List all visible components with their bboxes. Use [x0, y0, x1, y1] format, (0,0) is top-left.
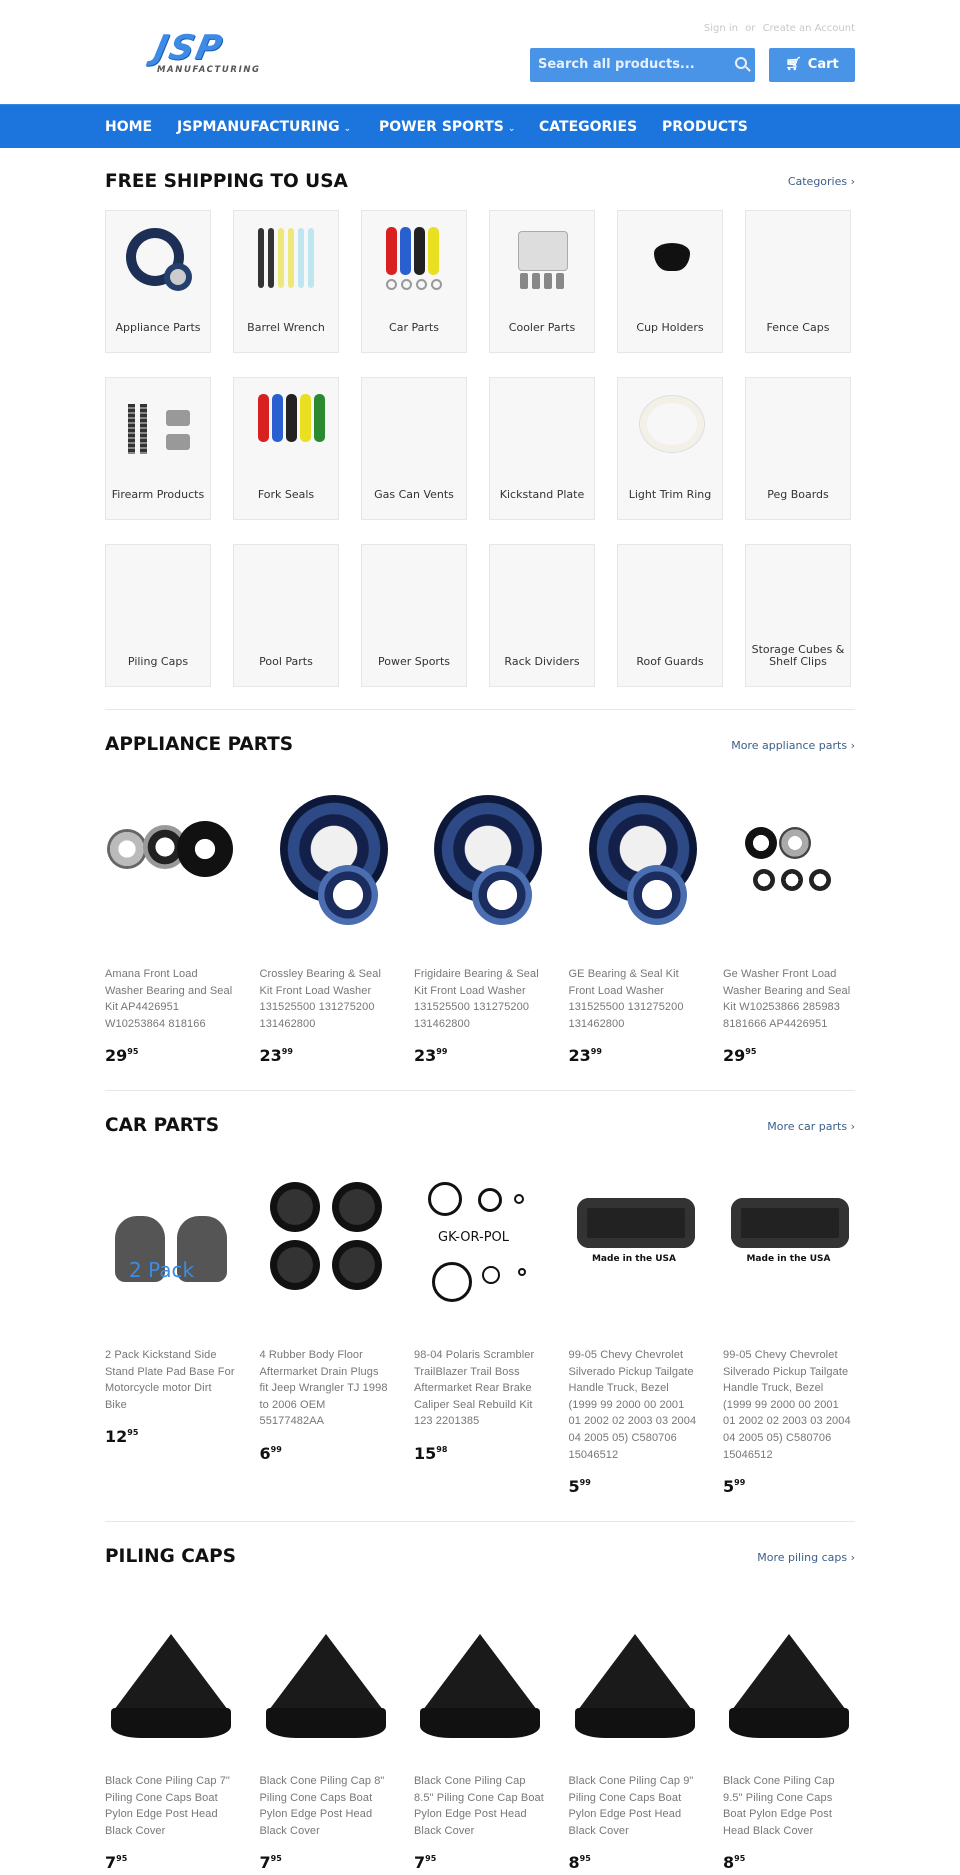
more-appliance-parts-link[interactable]: More appliance parts › — [731, 739, 855, 752]
nav-item-label: POWER SPORTS — [379, 119, 504, 135]
product-price — [723, 1853, 854, 1872]
main-nav — [0, 104, 960, 148]
product-image-bezel[interactable] — [723, 1158, 854, 1325]
product-title[interactable]: Ge Washer Front Load Washer Bearing and Seal Kit W10253866 285983 8181666 AP4426951 — [723, 968, 851, 1030]
seal-shape — [627, 865, 687, 925]
product-card[interactable] — [105, 1158, 236, 1446]
category-image-plate — [508, 223, 578, 293]
product-title[interactable]: Black Cone Piling Cap 8" Piling Cone Caps Boat Pylon Edge Post Head Black Cover — [259, 1775, 385, 1837]
more-car-parts-link[interactable]: More car parts › — [767, 1120, 855, 1133]
seal-shape — [332, 1182, 382, 1232]
image-caption: Made in the USA — [591, 1254, 677, 1264]
product-card[interactable] — [723, 1584, 854, 1872]
price-cents: 95 — [734, 1854, 746, 1864]
section-divider — [105, 709, 855, 710]
nav-item-label: HOME — [105, 119, 153, 135]
boot-shape — [286, 394, 297, 442]
product-image-cone-cap[interactable] — [260, 1584, 391, 1751]
price-cents: 98 — [436, 1444, 448, 1454]
product-card[interactable] — [260, 1158, 391, 1463]
product-card[interactable] — [569, 777, 700, 1065]
product-image-cone-cap[interactable] — [105, 1584, 236, 1751]
chevron-down-icon: ⌄ — [507, 124, 516, 134]
boot-shape — [272, 394, 283, 442]
cone-shape — [729, 1634, 849, 1714]
search-placeholder: Search all products... — [538, 57, 695, 72]
account-links — [700, 23, 855, 34]
wrench-shape — [288, 228, 294, 288]
seal-shape — [478, 1188, 502, 1212]
product-title[interactable]: 99-05 Chevy Chevrolet Silverado Pickup Tailgate Handle Truck, Bezel (1999 99 2000 00 2001 01 2002 02 2003 03 2004 04 2005 05) C580706 15046512 — [723, 1349, 851, 1461]
price-cents: 95 — [579, 1854, 591, 1864]
category-tile[interactable] — [105, 377, 211, 520]
price-cents: 95 — [127, 1047, 139, 1057]
nav-item-label: PRODUCTS — [662, 119, 748, 135]
section-divider — [105, 1521, 855, 1522]
nav-item-label: CATEGORIES — [539, 119, 638, 135]
product-image-cone-cap[interactable] — [723, 1584, 854, 1751]
nav-item-home[interactable] — [105, 105, 152, 149]
categories-link[interactable]: Categories › — [787, 175, 855, 188]
price-cents: 99 — [270, 1444, 282, 1454]
seal-shape — [779, 827, 811, 859]
category-tile[interactable] — [361, 544, 467, 687]
category-tile[interactable] — [617, 210, 723, 353]
product-price — [569, 1477, 700, 1496]
seal-shape — [107, 829, 147, 869]
image-caption: GK-OR-POL — [438, 1230, 510, 1245]
cone-base-shape — [420, 1708, 540, 1738]
seal-shape — [270, 1240, 320, 1290]
bezel-shape — [731, 1198, 849, 1248]
product-title[interactable]: Black Cone Piling Cap 9" Piling Cone Caps Boat Pylon Edge Post Head Black Cover — [568, 1775, 694, 1837]
plate-shape — [166, 410, 190, 426]
product-price — [260, 1853, 391, 1872]
spring-shape — [140, 404, 147, 454]
nav-item-products[interactable] — [662, 105, 748, 149]
wrench-shape — [258, 228, 264, 288]
product-price — [260, 1444, 391, 1463]
seal-shape — [270, 1182, 320, 1232]
product-title[interactable]: Frigidaire Bearing & Seal Kit Front Load Washer 131525500 131275200 131462800 — [414, 968, 539, 1030]
more-piling-caps-link[interactable]: More piling caps › — [757, 1551, 855, 1564]
seal-shape — [514, 1194, 524, 1204]
logo-mark: JSP — [150, 28, 228, 68]
product-card[interactable] — [723, 777, 854, 1065]
price-main: 23 — [568, 1046, 591, 1066]
seal-shape — [753, 869, 775, 891]
price-cents: 99 — [436, 1047, 448, 1057]
create-account-link[interactable]: Create an Account — [762, 23, 855, 34]
cone-base-shape — [729, 1708, 849, 1738]
car-parts-heading: CAR PARTS — [105, 1115, 220, 1136]
category-label: Appliance Parts — [115, 321, 201, 334]
seal-shape — [518, 1268, 526, 1276]
boot-shape — [258, 394, 269, 442]
price-main: 23 — [414, 1046, 437, 1066]
price-main: 8 — [568, 1853, 580, 1873]
category-image-bearing — [124, 223, 194, 293]
category-tile[interactable] — [233, 377, 339, 520]
seal-shape — [482, 1266, 500, 1284]
category-label: Firearm Products — [111, 488, 205, 501]
plate-shape — [166, 434, 190, 450]
seal-shape — [432, 1262, 472, 1302]
screw-shape — [532, 273, 540, 289]
ring-shape — [640, 396, 704, 452]
cup-shape — [654, 243, 690, 271]
product-image-seal-kit-blue[interactable] — [260, 777, 391, 944]
wrench-shape — [278, 228, 284, 288]
cart-label: Cart — [807, 57, 839, 72]
product-title[interactable]: Crossley Bearing & Seal Kit Front Load Washer 131525500 131275200 131462800 — [259, 968, 382, 1030]
boot-shape — [414, 227, 425, 275]
category-tile[interactable] — [745, 377, 851, 520]
cart-icon: 🛒︎ — [785, 57, 802, 72]
category-image-springs — [124, 390, 194, 460]
cone-base-shape — [575, 1708, 695, 1738]
product-title[interactable]: 4 Rubber Body Floor Aftermarket Drain Plugs fit Jeep Wrangler TJ 1998 to 2006 OEM 55177482AA — [259, 1349, 388, 1428]
price-main: 29 — [105, 1046, 128, 1066]
seal-shape — [472, 865, 532, 925]
category-label: Piling Caps — [127, 655, 189, 668]
price-main: 29 — [723, 1046, 746, 1066]
seal-shape — [745, 827, 777, 859]
boot-shape — [428, 227, 439, 275]
category-image-wrench — [252, 223, 322, 293]
product-card[interactable] — [569, 1158, 700, 1496]
product-card[interactable] — [414, 1158, 545, 1463]
product-image-seal-kit-blue[interactable] — [569, 777, 700, 944]
product-card[interactable] — [723, 1158, 854, 1496]
wrench-shape — [268, 228, 274, 288]
category-label: Gas Can Vents — [374, 488, 454, 501]
image-caption: 2 Pack — [129, 1258, 195, 1282]
product-image-bearing-kit-small[interactable] — [105, 777, 236, 944]
product-title[interactable]: 99-05 Chevy Chevrolet Silverado Pickup Tailgate Handle Truck, Bezel (1999 99 2000 00 2001 01 2002 02 2003 03 2004 04 2005 05) C580706 15046512 — [568, 1349, 697, 1461]
category-tile[interactable] — [361, 210, 467, 353]
price-cents: 99 — [281, 1047, 293, 1057]
product-title[interactable]: Black Cone Piling Cap 9.5" Piling Cone Caps Boat Pylon Edge Post Head Black Cover — [723, 1775, 835, 1837]
ring-shape — [431, 279, 442, 290]
piling-caps-heading: PILING CAPS — [105, 1546, 236, 1567]
product-image-cone-cap[interactable] — [414, 1584, 545, 1751]
price-cents: 95 — [127, 1428, 139, 1438]
price-main: 23 — [259, 1046, 282, 1066]
search-icon[interactable] — [735, 57, 747, 69]
seal-shape — [332, 1240, 382, 1290]
category-tile[interactable] — [361, 377, 467, 520]
screw-shape — [544, 273, 552, 289]
category-label: Cooler Parts — [508, 321, 576, 334]
cone-shape — [111, 1634, 231, 1714]
seal-shape — [781, 869, 803, 891]
price-cents: 95 — [745, 1047, 757, 1057]
seal-shape — [318, 865, 378, 925]
nav-item-categories[interactable] — [539, 105, 637, 149]
product-price — [105, 1853, 236, 1872]
price-main: 5 — [723, 1477, 735, 1497]
product-price — [414, 1853, 545, 1872]
category-label: Peg Boards — [767, 488, 829, 501]
product-card[interactable] — [260, 1584, 391, 1872]
product-title[interactable]: 98-04 Polaris Scrambler TrailBlazer Trail Boss Aftermarket Rear Brake Caliper Seal Rebuild Kit 123 2201385 — [414, 1349, 535, 1428]
cone-shape — [575, 1634, 695, 1714]
category-tile[interactable] — [617, 544, 723, 687]
category-label: Barrel Wrench — [247, 321, 325, 334]
price-cents: 95 — [270, 1854, 282, 1864]
category-label: Light Trim Ring — [628, 488, 712, 501]
category-label: Car Parts — [389, 321, 439, 334]
product-title[interactable]: Amana Front Load Washer Bearing and Seal Kit AP4426951 W10253864 818166 — [105, 968, 233, 1030]
price-main: 5 — [568, 1477, 580, 1497]
plate-shape — [518, 231, 568, 271]
spring-shape — [128, 404, 135, 454]
product-price — [414, 1046, 545, 1065]
price-cents: 99 — [734, 1478, 746, 1488]
category-label: Cup Holders — [636, 321, 704, 334]
category-label: Rack Dividers — [504, 655, 580, 668]
product-card[interactable] — [105, 777, 236, 1065]
section-divider — [105, 1090, 855, 1091]
category-tile[interactable] — [489, 210, 595, 353]
cone-shape — [420, 1634, 540, 1714]
category-tile[interactable] — [105, 544, 211, 687]
product-price — [105, 1046, 236, 1065]
product-image-bearing-kit-tiny[interactable] — [723, 777, 854, 944]
category-tile[interactable] — [617, 377, 723, 520]
ring-shape — [386, 279, 397, 290]
product-card[interactable] — [105, 1584, 236, 1872]
price-main: 7 — [105, 1853, 117, 1873]
cone-base-shape — [111, 1708, 231, 1738]
category-label: Fence Caps — [766, 321, 830, 334]
category-tile[interactable] — [233, 544, 339, 687]
image-caption: Made in the USA — [746, 1254, 831, 1264]
cart-button[interactable] — [769, 48, 855, 82]
product-price — [105, 1427, 236, 1446]
product-price — [569, 1853, 700, 1872]
category-image-boots — [252, 390, 322, 460]
or-text: or — [745, 23, 756, 34]
category-label: Kickstand Plate — [499, 488, 585, 501]
search-input[interactable] — [530, 48, 755, 82]
boot-shape — [386, 227, 397, 275]
product-price — [723, 1477, 854, 1496]
product-image-drain-plugs[interactable] — [260, 1158, 391, 1325]
product-title[interactable]: Black Cone Piling Cap 7" Piling Cone Caps Boat Pylon Edge Post Head Black Cover — [105, 1775, 230, 1837]
price-cents: 99 — [590, 1047, 602, 1057]
nav-item-label: JSPMANUFACTURING — [177, 119, 340, 135]
bearing-shape — [170, 269, 186, 285]
price-cents: 95 — [116, 1854, 128, 1864]
category-image-cup — [636, 223, 706, 293]
seal-shape — [177, 821, 233, 877]
category-tile[interactable] — [233, 210, 339, 353]
logo-subtext: MANUFACTURING — [157, 65, 261, 75]
price-cents: 95 — [425, 1854, 437, 1864]
product-title[interactable]: Black Cone Piling Cap 8.5" Piling Cone Cap Boat Pylon Edge Post Head Black Cover — [414, 1775, 544, 1837]
product-price — [260, 1046, 391, 1065]
product-image-kickstand-pads[interactable] — [105, 1158, 236, 1325]
category-tile[interactable] — [489, 377, 595, 520]
boot-shape — [400, 227, 411, 275]
category-label: Power Sports — [377, 655, 450, 668]
logo[interactable] — [150, 28, 285, 75]
category-tile[interactable] — [105, 210, 211, 353]
product-image-cone-cap[interactable] — [569, 1584, 700, 1751]
category-tile[interactable] — [489, 544, 595, 687]
category-image-ring — [636, 390, 706, 460]
product-price — [569, 1046, 700, 1065]
price-main: 12 — [105, 1427, 128, 1447]
cone-shape — [266, 1634, 386, 1714]
product-title[interactable]: 2 Pack Kickstand Side Stand Plate Pad Base For Motorcycle motor Dirt Bike — [105, 1349, 235, 1411]
screw-shape — [556, 273, 564, 289]
price-main: 8 — [723, 1853, 735, 1873]
price-main: 15 — [414, 1443, 437, 1463]
nav-item-jspmanufacturing[interactable] — [177, 105, 351, 151]
categories-heading: FREE SHIPPING TO USA — [105, 171, 348, 192]
product-price — [414, 1444, 545, 1463]
wrench-shape — [298, 228, 304, 288]
product-card[interactable] — [414, 777, 545, 1065]
price-main: 6 — [259, 1443, 271, 1463]
sign-in-link[interactable]: Sign in — [703, 23, 738, 34]
category-label: Pool Parts — [259, 655, 313, 668]
product-image-seal-kit-blue[interactable] — [414, 777, 545, 944]
category-label: Roof Guards — [636, 655, 704, 668]
ring-shape — [401, 279, 412, 290]
category-image-boots — [380, 223, 450, 293]
category-label: Storage Cubes & Shelf Clips — [751, 643, 845, 668]
category-tile[interactable] — [745, 544, 851, 687]
product-card[interactable] — [569, 1584, 700, 1872]
chevron-down-icon: ⌄ — [343, 124, 352, 134]
category-tile[interactable] — [745, 210, 851, 353]
cone-base-shape — [266, 1708, 386, 1738]
ring-shape — [416, 279, 427, 290]
category-label: Fork Seals — [257, 488, 315, 501]
screw-shape — [520, 273, 528, 289]
nav-item-power-sports[interactable] — [379, 105, 515, 151]
price-cents: 99 — [579, 1478, 591, 1488]
product-image-bezel[interactable] — [569, 1158, 700, 1325]
product-image-o-rings[interactable] — [414, 1158, 545, 1325]
seal-shape — [809, 869, 831, 891]
boot-shape — [300, 394, 311, 442]
seal-shape — [428, 1182, 462, 1216]
wrench-shape — [308, 228, 314, 288]
product-card[interactable] — [260, 777, 391, 1065]
price-main: 7 — [414, 1853, 426, 1873]
product-price — [723, 1046, 854, 1065]
boot-shape — [314, 394, 325, 442]
bezel-shape — [577, 1198, 695, 1248]
price-main: 7 — [259, 1853, 271, 1873]
product-title[interactable]: GE Bearing & Seal Kit Front Load Washer 131525500 131275200 131462800 — [568, 968, 684, 1030]
appliance-parts-heading: APPLIANCE PARTS — [105, 734, 294, 755]
product-card[interactable] — [414, 1584, 545, 1872]
